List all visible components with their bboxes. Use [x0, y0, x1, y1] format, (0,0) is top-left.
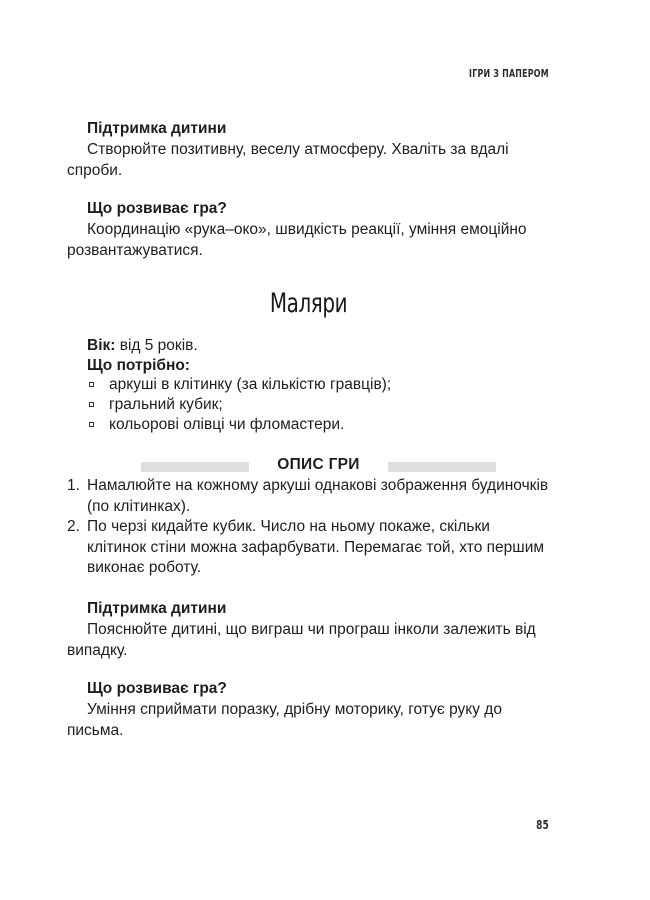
- step-text: Намалюйте на кожному аркуші однакові зображення будиночків (по клітинках).: [87, 477, 549, 515]
- material-text: кольорові олівці чи фломастери.: [109, 416, 345, 433]
- material-text: аркуші в клітинку (за кількістю гравців);: [109, 376, 392, 393]
- square-bullet-icon: [89, 382, 94, 387]
- list-item: [88, 415, 391, 435]
- support-heading: Підтримка дитини: [87, 120, 227, 137]
- develops-heading: Що розвиває гра?: [87, 200, 227, 217]
- material-text: гральний кубик;: [109, 396, 223, 413]
- develops-section-bottom: [67, 678, 551, 741]
- list-item: [88, 375, 391, 395]
- running-header: ІГРИ З ПАПЕРОМ: [469, 67, 549, 80]
- materials-list: [88, 375, 391, 435]
- develops-text: Координацію «рука–око», швидкість реакції, уміння емоційно розвантажуватися.: [67, 221, 527, 259]
- list-item: [88, 395, 391, 415]
- step-number: 1.: [67, 477, 80, 494]
- game-title: Маляри: [269, 288, 348, 319]
- step-number: 2.: [67, 518, 80, 535]
- description-heading: [141, 455, 496, 477]
- develops-text: Уміння сприймати поразку, дрібну моторику, готує руку до письма.: [67, 701, 502, 739]
- game-meta: [87, 336, 198, 376]
- develops-section-top: [67, 198, 551, 261]
- list-item: [67, 517, 551, 579]
- steps-list: [67, 476, 551, 579]
- needed-label: Що потрібно:: [87, 357, 190, 374]
- support-section-bottom: [67, 598, 551, 661]
- age-label: Вік:: [87, 337, 116, 354]
- list-item: [67, 476, 551, 517]
- square-bullet-icon: [89, 402, 94, 407]
- description-heading-label: ОПИС ГРИ: [277, 456, 360, 473]
- age-line: [87, 336, 198, 356]
- support-section-top: [67, 118, 551, 181]
- step-text: По черзі кидайте кубик. Число на ньому покаже, скільки клітинок стіни можна зафарбувати. Перемагає той, хто першим виконає роботу.: [87, 518, 545, 576]
- square-bullet-icon: [89, 422, 94, 427]
- support-text: Створюйте позитивну, веселу атмосферу. Хваліть за вдалі спроби.: [67, 141, 509, 179]
- age-value: від 5 років.: [115, 337, 198, 354]
- support-text: Пояснюйте дитині, що виграш чи програш інколи залежить від випадку.: [67, 621, 536, 659]
- page-number: 85: [536, 818, 549, 832]
- develops-heading: Що розвиває гра?: [87, 680, 227, 697]
- support-heading: Підтримка дитини: [87, 600, 227, 617]
